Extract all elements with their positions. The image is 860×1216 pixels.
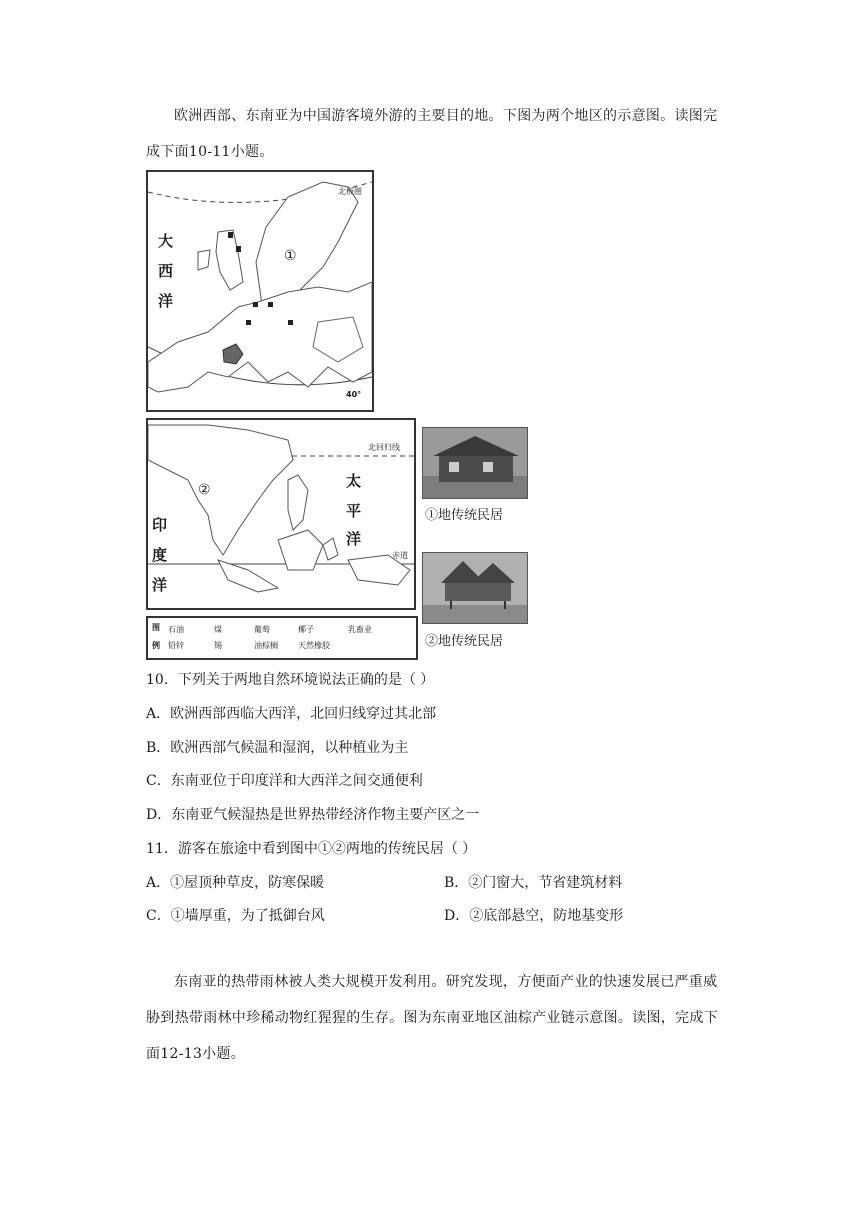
pacific-label-3: 洋 — [346, 530, 362, 548]
question-11-option-b[interactable]: B．②门窗大，节省建筑材料 — [444, 875, 623, 891]
legend-item-coal: 煤 — [214, 625, 222, 634]
legend-item-rubber: 天然橡胶 — [298, 641, 330, 650]
legend-title-2: 例 — [152, 641, 160, 650]
atlantic-label-2: 西 — [158, 262, 174, 280]
pacific-label-1: 太 — [346, 472, 362, 490]
legend-item-coconut: 椰子 — [298, 625, 314, 634]
equator-label: 赤道 — [392, 551, 408, 560]
tropic-of-cancer-label: 北回归线 — [368, 443, 400, 452]
location-1-marker: ① — [284, 248, 297, 264]
legend-item-tin: 锡 — [214, 641, 222, 650]
europe-map — [146, 170, 374, 412]
question-11-option-d[interactable]: D．②底部悬空，防地基变形 — [444, 908, 624, 924]
indian-ocean-label-2: 度 — [152, 546, 168, 564]
arctic-circle-label: 北极圈 — [338, 187, 362, 196]
intro-paragraph-1: 欧洲西部、东南亚为中国游客境外游的主要目的地。下图为两个地区的示意图。读图完成下面10-11小题。 — [146, 108, 718, 160]
question-10-option-a[interactable]: A．欧洲西部西临大西洋，北回归线穿过其北部 — [146, 706, 437, 722]
question-10-option-c[interactable]: C．东南亚位于印度洋和大西洋之间交通便利 — [146, 773, 423, 789]
pacific-label-2: 平 — [346, 502, 362, 520]
location-2-marker: ② — [198, 482, 211, 498]
southeast-asia-map — [146, 418, 416, 610]
dwelling-caption-2: ②地传统民居 — [425, 634, 504, 649]
legend-item-oil: 石油 — [168, 625, 184, 634]
legend-item-dairy: 乳畜业 — [348, 625, 372, 634]
dwelling-caption-1: ①地传统民居 — [425, 508, 504, 523]
question-11-option-a[interactable]: A．①屋顶种草皮，防寒保暖 — [146, 875, 325, 891]
europe-map-drawing — [148, 172, 372, 410]
question-10-option-b[interactable]: B．欧洲西部气候温和湿润，以种植业为主 — [146, 740, 409, 756]
indian-ocean-label-3: 洋 — [152, 576, 168, 594]
latitude-40-label: 40° — [346, 390, 362, 399]
indian-ocean-label-1: 印 — [152, 516, 168, 534]
question-11-stem: 11．游客在旅途中看到图中①②两地的传统民居（ ） — [146, 841, 477, 857]
question-10-option-d[interactable]: D．东南亚气候湿热是世界热带经济作物主要产区之一 — [146, 807, 480, 823]
dwelling-photo-2 — [422, 552, 528, 624]
dwelling-photo-1 — [422, 427, 528, 499]
map-legend — [146, 616, 418, 660]
atlantic-label-1: 大 — [158, 232, 174, 250]
question-11-option-c[interactable]: C．①墙厚重，为了抵御台风 — [146, 908, 325, 924]
legend-item-lead-zinc: 铅锌 — [168, 641, 184, 650]
legend-item-oil-palm: 油棕榈 — [254, 641, 278, 650]
legend-title-1: 图 — [152, 623, 160, 632]
intro-paragraph-2: 东南亚的热带雨林被人类大规模开发利用。研究发现，方便面产业的快速发展已严重威胁到热带雨林中珍稀动物红猩猩的生存。图为东南亚地区油棕产业链示意图。读图，完成下面12-13小题。 — [146, 974, 718, 1062]
dwelling-1-image — [423, 428, 527, 498]
dwelling-2-image — [423, 553, 527, 623]
question-10-stem: 10．下列关于两地自然环境说法正确的是（ ） — [146, 672, 435, 688]
legend-item-grape: 葡萄 — [254, 625, 270, 634]
atlantic-label-3: 洋 — [158, 292, 174, 310]
